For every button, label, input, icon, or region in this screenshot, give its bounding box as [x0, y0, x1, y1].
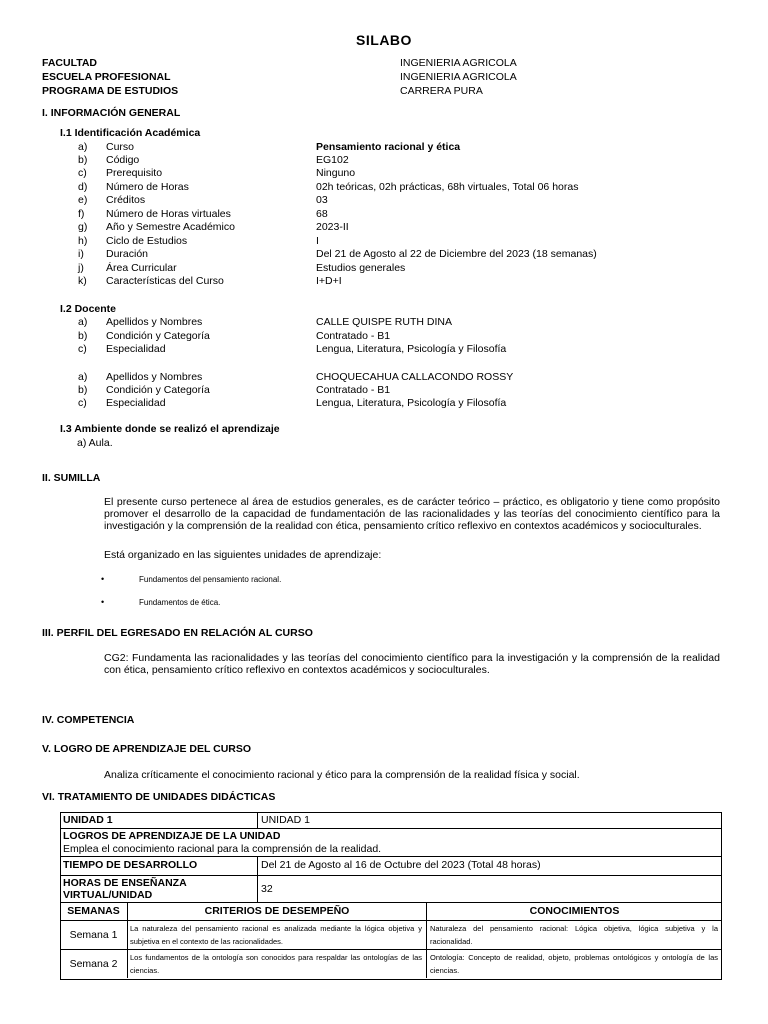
week-label: Semana 2	[69, 958, 118, 970]
item-label: Curso	[106, 141, 135, 153]
item-label: Área Curricular	[106, 262, 177, 274]
item-label: Condición y Categoría	[106, 384, 210, 396]
item-label: Especialidad	[106, 397, 166, 409]
item-label: Ciclo de Estudios	[106, 235, 188, 247]
item-value: I+D+I	[316, 275, 342, 287]
section-2-heading: II. SUMILLA	[42, 472, 101, 484]
item-label: Características del Curso	[106, 275, 224, 287]
section-6-heading: VI. TRATAMIENTO DE UNIDADES DIDÁCTICAS	[42, 791, 276, 803]
subsection-1-1-heading: I.1 Identificación Académica	[60, 127, 201, 139]
criterio-cell: Los fundamentos de la ontología son conocidos para respaldar las ontologías de las ciencias.	[130, 953, 422, 975]
item-letter: e)	[78, 194, 88, 206]
conocimiento-cell: Naturaleza del pensamiento racional: Lógica objetiva, lógica subjetiva y la racionalidad.	[430, 924, 718, 946]
header-label-programa: PROGRAMA DE ESTUDIOS	[42, 85, 179, 97]
item-value: Lengua, Literatura, Psicología y Filosofía	[316, 397, 507, 409]
section-1-heading: I. INFORMACIÓN GENERAL	[42, 107, 181, 119]
item-label: Apellidos y Nombres	[106, 371, 203, 383]
item-label: Código	[106, 154, 140, 166]
item-letter: c)	[78, 397, 87, 409]
item-label: Créditos	[106, 194, 146, 206]
unit-name: Fundamentos de ética.	[139, 598, 221, 607]
item-label: Prerequisito	[106, 167, 163, 179]
item-value: CHOQUECAHUA CALLACONDO ROSSY	[316, 371, 514, 383]
item-letter: g)	[78, 221, 88, 233]
logros-value: Emplea el conocimiento racional para la comprensión de la realidad.	[63, 843, 382, 855]
document-title: SILABO	[356, 32, 412, 48]
sumilla-paragraph: El presente curso pertenece al área de estudios generales, es de carácter teórico – práctico, es obligatorio y tiene como propósito promover el desarrollo de la capacidad de fundamentación de las racionalidades y las teorías del conocimiento científico para la investigación y la comprensión de la realidad con ética, pensamiento crítico reflexivo en contextos académicos y socioculturales.	[104, 496, 720, 532]
item-letter: f)	[78, 208, 85, 220]
item-value: 68	[316, 208, 328, 220]
header-label-facultad: FACULTAD	[42, 57, 98, 69]
item-letter: i)	[78, 248, 84, 260]
item-value: CALLE QUISPE RUTH DINA	[316, 316, 452, 328]
conocimiento-cell: Ontología: Concepto de realidad, objeto, problemas ontológicos y ontología de las ciencias.	[430, 953, 718, 975]
bullet-icon: •	[101, 597, 105, 607]
item-value: Del 21 de Agosto al 22 de Diciembre del 2023 (18 semanas)	[316, 248, 597, 260]
header-label-escuela: ESCUELA PROFESIONAL	[42, 71, 171, 83]
item-letter: a)	[78, 316, 88, 328]
item-value: EG102	[316, 154, 349, 166]
unit-name: Fundamentos del pensamiento racional.	[139, 575, 282, 584]
item-value: Contratado - B1	[316, 330, 391, 342]
bullet-icon: •	[101, 574, 105, 584]
item-letter: b)	[78, 384, 88, 396]
item-label: Apellidos y Nombres	[106, 316, 203, 328]
item-label: Duración	[106, 248, 149, 260]
section-4-heading: IV. COMPETENCIA	[42, 714, 135, 726]
col-semanas: SEMANAS	[67, 905, 120, 917]
logro-paragraph: Analiza críticamente el conocimiento racional y ético para la comprensión de la realidad física y social.	[104, 769, 580, 781]
item-value: Pensamiento racional y ética	[316, 141, 461, 153]
col-conocimientos: CONOCIMIENTOS	[529, 905, 620, 917]
header-value-escuela: INGENIERIA AGRICOLA	[400, 71, 517, 83]
tiempo-value: Del 21 de Agosto al 16 de Octubre del 2023 (Total 48 horas)	[261, 859, 541, 871]
week-label: Semana 1	[69, 929, 118, 941]
criterio-cell: La naturaleza del pensamiento racional es analizada mediante la lógica objetiva y subjetiva en el contexto de las racionalidades.	[130, 924, 422, 946]
item-letter: a)	[78, 371, 88, 383]
item-value: 2023-II	[316, 221, 349, 233]
item-value: I	[316, 235, 319, 247]
header-value-programa: CARRERA PURA	[400, 85, 483, 97]
item-letter: d)	[78, 181, 88, 193]
item-letter: b)	[78, 154, 88, 166]
units-intro: Está organizado en las siguientes unidades de aprendizaje:	[104, 549, 382, 561]
logros-label: LOGROS DE APRENDIZAJE DE LA UNIDAD	[63, 830, 281, 842]
item-letter: a)	[78, 141, 88, 153]
item-letter: c)	[78, 343, 87, 355]
unit-table-grid	[60, 812, 722, 980]
item-value: 02h teóricas, 02h prácticas, 68h virtuales, Total 06 horas	[316, 181, 579, 193]
item-value: Lengua, Literatura, Psicología y Filosofía	[316, 343, 507, 355]
header-value-facultad: INGENIERIA AGRICOLA	[400, 57, 517, 69]
tiempo-label: TIEMPO DE DESARROLLO	[63, 859, 198, 871]
item-value: Contratado - B1	[316, 384, 391, 396]
item-label: Condición y Categoría	[106, 330, 210, 342]
section-3-heading: III. PERFIL DEL EGRESADO EN RELACIÓN AL CURSO	[42, 627, 313, 639]
item-label: Año y Semestre Académico	[106, 221, 235, 233]
item-label: Número de Horas virtuales	[106, 208, 231, 220]
item-letter: b)	[78, 330, 88, 342]
ambiente-item: a) Aula.	[77, 437, 113, 449]
col-criterios: CRITERIOS DE DESEMPEÑO	[204, 905, 350, 917]
unit-value: UNIDAD 1	[261, 814, 311, 826]
item-label: Número de Horas	[106, 181, 189, 193]
unit-label: UNIDAD 1	[63, 814, 113, 826]
horas-value: 32	[261, 883, 273, 895]
item-value: Ninguno	[316, 167, 356, 179]
item-letter: c)	[78, 167, 87, 179]
item-letter: j)	[78, 262, 84, 274]
item-label: Especialidad	[106, 343, 166, 355]
horas-label: HORAS DE ENSEÑANZA VIRTUAL/UNIDAD	[63, 877, 187, 901]
item-letter: h)	[78, 235, 88, 247]
item-value: 03	[316, 194, 328, 206]
subsection-1-3-heading: I.3 Ambiente donde se realizó el aprendizaje	[60, 423, 280, 435]
perfil-paragraph: CG2: Fundamenta las racionalidades y las teorías del conocimiento científico para la investigación y la comprensión de la realidad con ética, pensamiento crítico reflexivo en contextos académicos y socioculturales.	[104, 652, 720, 676]
item-letter: k)	[78, 275, 87, 287]
section-5-heading: V. LOGRO DE APRENDIZAJE DEL CURSO	[42, 743, 252, 755]
subsection-1-2-heading: I.2 Docente	[60, 303, 117, 315]
item-value: Estudios generales	[316, 262, 406, 274]
